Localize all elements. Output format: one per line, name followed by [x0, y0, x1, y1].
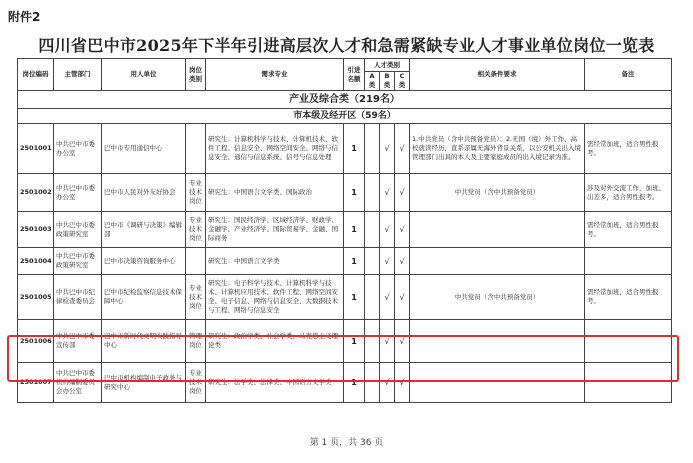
row-category: 专业技术岗位 — [186, 212, 206, 248]
row-type-b: √ — [380, 275, 395, 320]
row-type-a — [365, 212, 380, 248]
row-unit: 巴中市机构编制电子政务与研究中心 — [102, 363, 186, 403]
header-major: 需求专业 — [206, 59, 344, 91]
highlight-box — [7, 335, 679, 382]
row-count: 1 — [344, 174, 365, 212]
section-sub: 市本级及经开区（59名） — [18, 109, 672, 124]
row-type-c: √ — [395, 320, 410, 363]
row-conditions: 中共党员（含中共预备党员） — [410, 174, 585, 212]
header-type-a: A类 — [365, 72, 380, 91]
table-row — [18, 174, 672, 212]
document-title: 四川省巴中市2025年下半年引进高层次人才和急需紧缺专业人才事业单位岗位一览表 — [38, 36, 655, 55]
row-type-b: √ — [380, 212, 395, 248]
row-category: 专业技术岗位 — [186, 363, 206, 403]
row-dept: 中共巴中市委机构编制委员会办公室 — [54, 363, 102, 403]
row-count: 1 — [344, 363, 365, 403]
row-code: 2501003 — [18, 212, 54, 248]
row-type-b: √ — [380, 320, 395, 363]
row-code: 2501007 — [18, 363, 54, 403]
row-remarks — [585, 248, 672, 275]
row-type-b: √ — [380, 174, 395, 212]
table-row — [18, 124, 672, 174]
row-type-a — [365, 124, 380, 174]
row-count: 1 — [344, 212, 365, 248]
row-count: 1 — [344, 124, 365, 174]
row-remarks: 需经常加班，适合男性报考。 — [585, 212, 672, 248]
row-type-c: √ — [395, 363, 410, 403]
row-dept: 中共巴中市委政策研究室 — [54, 248, 102, 275]
row-category — [186, 124, 206, 174]
row-major: 研究生：国民经济学、区域经济学、财政学、金融学、产业经济学、国际贸易学、金融、国际商务 — [206, 212, 344, 248]
row-count: 1 — [344, 320, 365, 363]
row-type-a — [365, 174, 380, 212]
row-type-c: √ — [395, 212, 410, 248]
row-remarks: 需经常加班，适合男性报考。 — [585, 275, 672, 320]
attachment-label: 附件2 — [8, 10, 41, 24]
table-row — [18, 248, 672, 275]
header-talent-type: 人才类别 — [365, 59, 410, 72]
row-category — [186, 248, 206, 275]
row-type-a — [365, 248, 380, 275]
table-row — [18, 275, 672, 320]
row-unit: 巴中市纪检监察信息技术保障中心 — [102, 275, 186, 320]
row-type-b: √ — [380, 124, 395, 174]
row-conditions — [410, 212, 585, 248]
row-code: 2501002 — [18, 174, 54, 212]
row-code: 2501006 — [18, 320, 54, 363]
header-count: 引进名额 — [344, 59, 365, 91]
header-category: 岗位类别 — [186, 59, 206, 91]
row-major: 研究生：电子科学与技术、计算机科学与技术、计算机应用技术、软件工程、网络空间安全、电子信息、网络与信息安全、大数据技术与工程、网络与信息安全 — [206, 275, 344, 320]
row-category: 专业技术岗位 — [186, 174, 206, 212]
row-conditions: 1.中共党员（含中共预备党员）；2.无国（境）外工作、高校就读经历，直系亲属无海外背景关系，以公安机关出入境管理部门出具的本人及主要家庭成员的出入境记录为准。 — [410, 124, 585, 174]
header-type-c: C类 — [395, 72, 410, 91]
row-dept: 中共巴中市委办公室 — [54, 124, 102, 174]
row-dept: 中共巴中市委政策研究室 — [54, 212, 102, 248]
row-unit: 巴中市《调研与决策》编辑部 — [102, 212, 186, 248]
row-category: 专业技术岗位 — [186, 275, 206, 320]
row-major: 研究生：政治学类、社会学类、马克思主义理论类 — [206, 320, 344, 363]
row-code: 2501005 — [18, 275, 54, 320]
row-type-b: √ — [380, 363, 395, 403]
header-type-b: B类 — [380, 72, 395, 91]
row-type-c: √ — [395, 248, 410, 275]
row-unit: 巴中市决策咨询服务中心 — [102, 248, 186, 275]
row-code: 2501001 — [18, 124, 54, 174]
row-type-c: √ — [395, 174, 410, 212]
row-remarks: 需经常加班，适合男性报考。 — [585, 124, 672, 174]
row-code: 2501004 — [18, 248, 54, 275]
row-conditions: 中共党员（含中共预备党员） — [410, 275, 585, 320]
row-dept: 中共巴中市纪律检查委员会 — [54, 275, 102, 320]
row-type-b: √ — [380, 248, 395, 275]
header-dept: 主管部门 — [54, 59, 102, 91]
row-count: 1 — [344, 248, 365, 275]
row-unit: 巴中市新时代文明实践指导中心 — [102, 320, 186, 363]
row-category: 管理岗位 — [186, 320, 206, 363]
page-footer: 第 1 页，共 36 页 — [309, 438, 384, 448]
row-remarks: 涉及对外交流工作，加班、出差多，适合男性报考。 — [585, 174, 672, 212]
section-main: 产业及综合类（219名） — [18, 91, 672, 109]
header-conditions: 相关条件要求 — [410, 59, 585, 91]
header-code: 岗位编码 — [18, 59, 54, 91]
row-unit: 巴中市专用通信中心 — [102, 124, 186, 174]
table-row — [18, 212, 672, 248]
row-major: 研究生：计算机科学与技术、计算机技术、软件工程、信息安全、网络空间安全、网络与信息安全、通信与信息系统、信号与信息处理 — [206, 124, 344, 174]
row-major: 研究生：中国语言文学类、国际政治 — [206, 174, 344, 212]
header-unit: 用人单位 — [102, 59, 186, 91]
row-major: 研究生：中国语言文学类 — [206, 248, 344, 275]
row-unit: 巴中市人民对外友好协会 — [102, 174, 186, 212]
row-dept: 中共巴中市委宣传部 — [54, 320, 102, 363]
row-type-a — [365, 275, 380, 320]
row-type-c: √ — [395, 124, 410, 174]
row-type-c: √ — [395, 275, 410, 320]
row-major: 研究生：法学类、法律类、中国语言文学类 — [206, 363, 344, 403]
row-conditions — [410, 248, 585, 275]
row-dept: 中共巴中市委办公室 — [54, 174, 102, 212]
header-remarks: 备注 — [585, 59, 672, 91]
row-count: 1 — [344, 275, 365, 320]
